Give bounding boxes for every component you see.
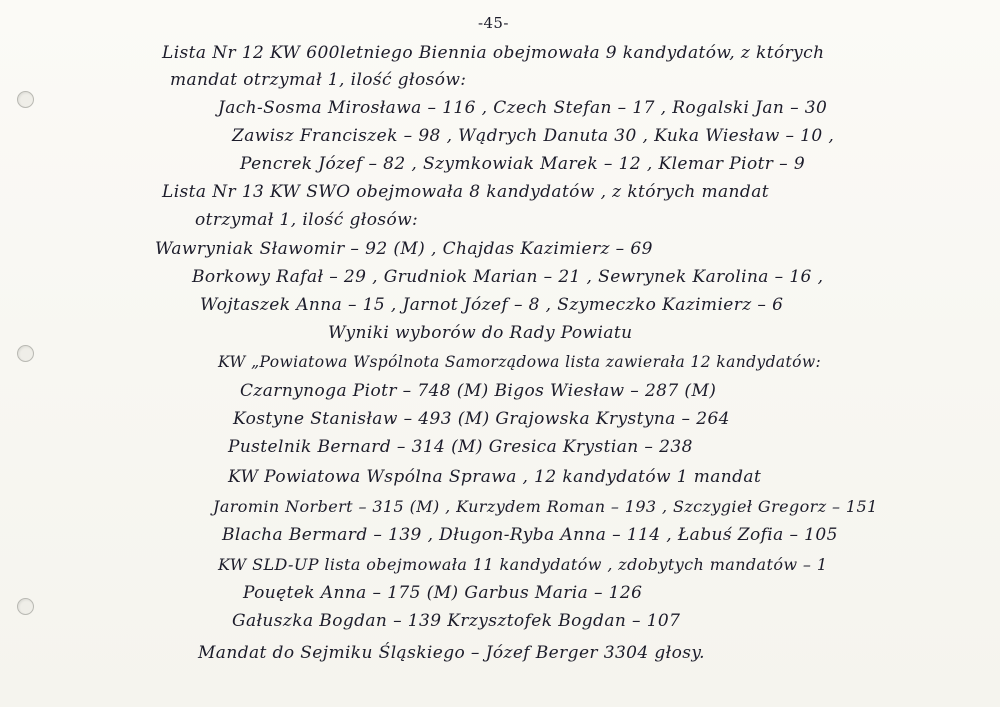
text-line: KW „Powiatowa Wspólnota Samorządowa lista zawierała 12 kandydatów: bbox=[218, 353, 822, 371]
text-line: Pencrek Józef – 82 , Szymkowiak Marek – 12 , Klemar Piotr – 9 bbox=[240, 154, 806, 174]
punch-hole bbox=[17, 91, 34, 108]
punch-hole bbox=[17, 345, 34, 362]
punch-hole bbox=[17, 598, 34, 615]
text-line: Blacha Bermard – 139 , Długon-Ryba Anna – 114 , Łabuś Zofia – 105 bbox=[222, 525, 838, 545]
text-line: Pustelnik Bernard – 314 (M) Gresica Krystian – 238 bbox=[228, 437, 693, 457]
text-line: Jaromin Norbert – 315 (M) , Kurzydem Roman – 193 , Szczygieł Gregorz – 151 bbox=[213, 497, 878, 516]
text-line: Borkowy Rafał – 29 , Grudniok Marian – 21 , Sewrynek Karolina – 16 , bbox=[192, 267, 824, 287]
text-line: Wojtaszek Anna – 15 , Jarnot Józef – 8 , Szymeczko Kazimierz – 6 bbox=[200, 295, 784, 315]
text-line: Wawryniak Sławomir – 92 (M) , Chajdas Kazimierz – 69 bbox=[155, 239, 653, 259]
text-line: KW Powiatowa Wspólna Sprawa , 12 kandydatów 1 mandat bbox=[228, 467, 762, 487]
text-line: Zawisz Franciszek – 98 , Wądrych Danuta 30 , Kuka Wiesław – 10 , bbox=[232, 126, 835, 146]
text-line: Mandat do Sejmiku Śląskiego – Józef Berger 3304 głosy. bbox=[198, 643, 705, 663]
text-line: Czarnynoga Piotr – 748 (M) Bigos Wiesław – 287 (M) bbox=[240, 381, 717, 401]
text-line: Lista Nr 13 KW SWO obejmowała 8 kandydatów , z których mandat bbox=[162, 182, 769, 202]
text-line: Lista Nr 12 KW 600letniego Biennia obejmowała 9 kandydatów, z których bbox=[162, 43, 825, 63]
text-line: Jach-Sosma Mirosława – 116 , Czech Stefan – 17 , Rogalski Jan – 30 bbox=[218, 98, 828, 118]
text-line: Kostyne Stanisław – 493 (M) Grajowska Krystyna – 264 bbox=[233, 409, 730, 429]
page-number: -45- bbox=[478, 14, 509, 32]
text-line: mandat otrzymał 1, ilość głosów: bbox=[170, 70, 467, 90]
text-line: Pouętek Anna – 175 (M) Garbus Maria – 126 bbox=[243, 583, 643, 603]
text-line: otrzymał 1, ilość głosów: bbox=[195, 210, 419, 230]
text-line: Gałuszka Bogdan – 139 Krzysztofek Bogdan – 107 bbox=[232, 611, 681, 631]
section-heading: Wyniki wyborów do Rady Powiatu bbox=[328, 323, 633, 343]
text-line: KW SLD-UP lista obejmowała 11 kandydatów , zdobytych mandatów – 1 bbox=[218, 555, 828, 574]
